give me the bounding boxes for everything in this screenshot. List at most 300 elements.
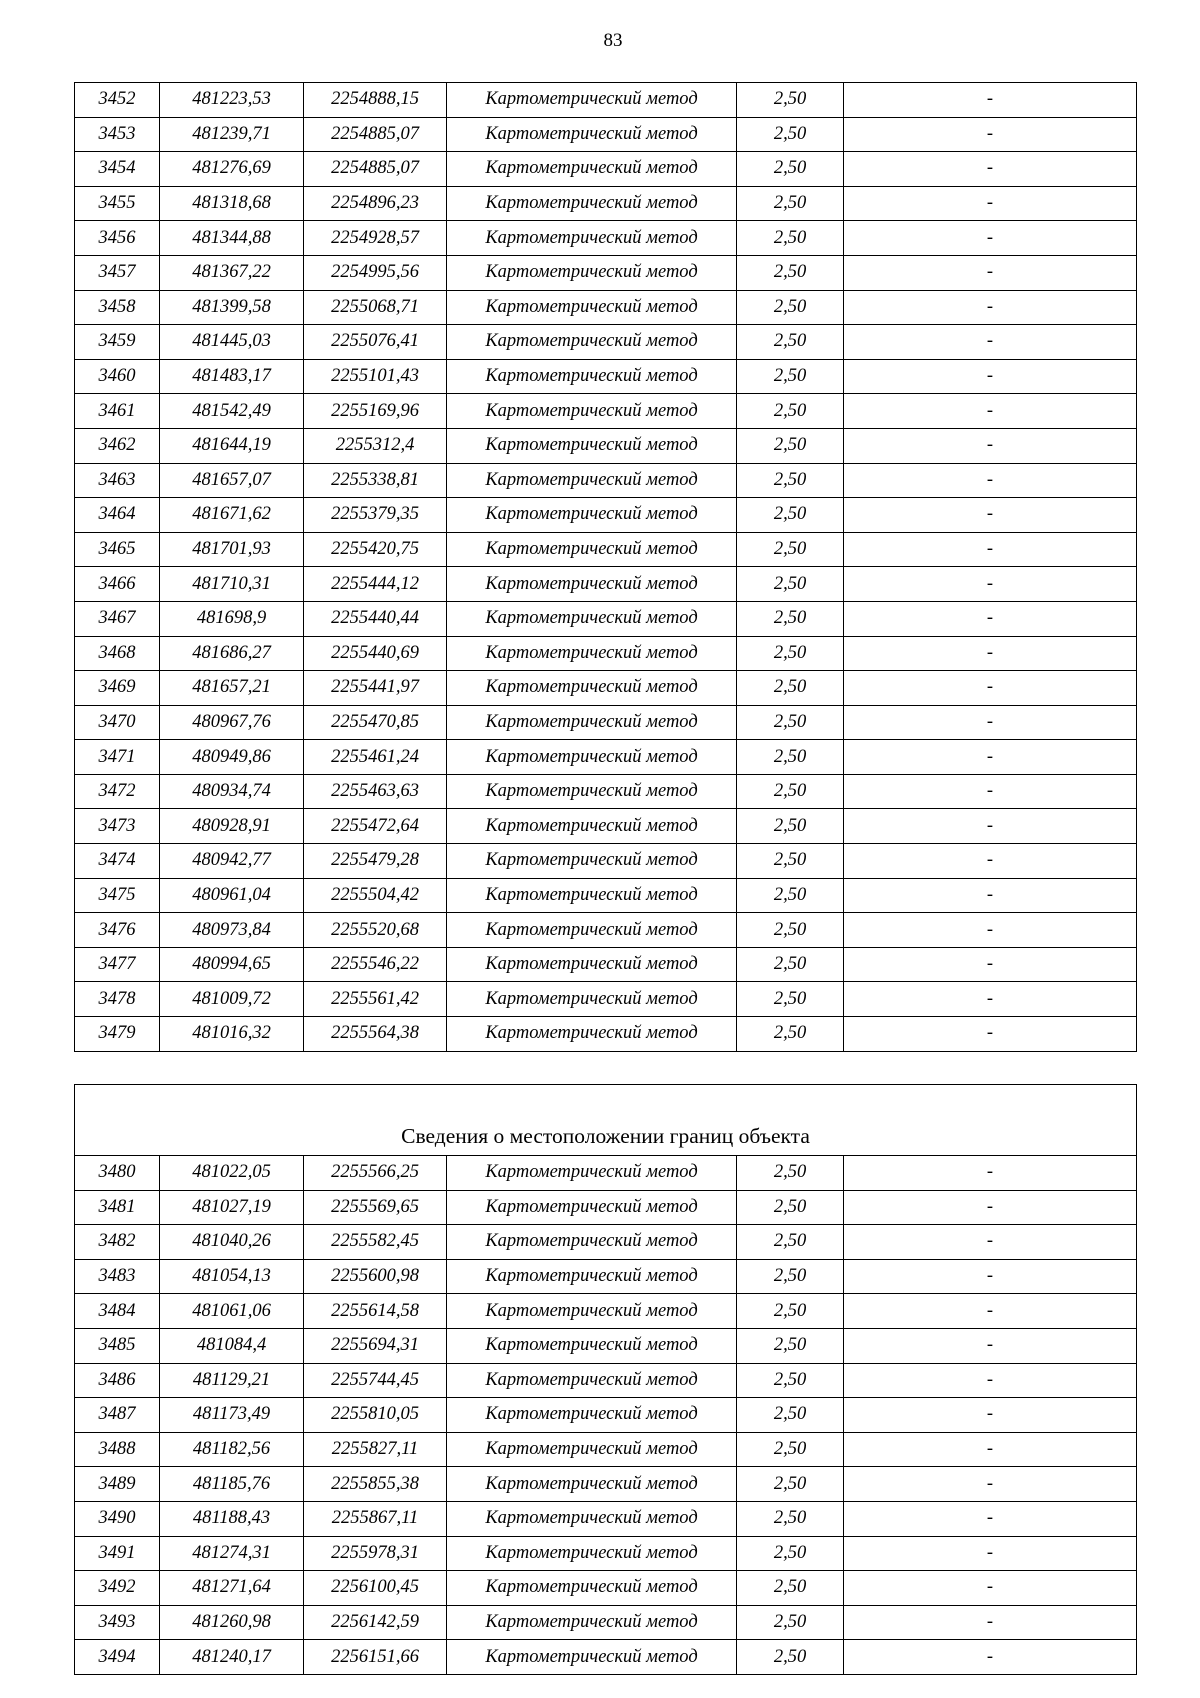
x-coordinate-cell: 481399,58 xyxy=(160,290,304,325)
description-cell: - xyxy=(844,1225,1137,1260)
y-coordinate-cell: 2254896,23 xyxy=(304,186,447,221)
x-coordinate-cell: 480942,77 xyxy=(160,844,304,879)
description-cell: - xyxy=(844,636,1137,671)
description-cell: - xyxy=(844,428,1137,463)
table-row xyxy=(75,532,1137,567)
accuracy-cell: 2,50 xyxy=(737,636,844,671)
y-coordinate-cell: 2255472,64 xyxy=(304,809,447,844)
point-number-cell: 3461 xyxy=(75,394,160,429)
description-cell: - xyxy=(844,809,1137,844)
x-coordinate-cell: 480973,84 xyxy=(160,913,304,948)
accuracy-cell: 2,50 xyxy=(737,1294,844,1329)
table-row xyxy=(75,705,1137,740)
description-cell: - xyxy=(844,498,1137,533)
point-number-cell: 3486 xyxy=(75,1363,160,1398)
y-coordinate-cell: 2255101,43 xyxy=(304,359,447,394)
description-cell: - xyxy=(844,325,1137,360)
accuracy-cell: 2,50 xyxy=(737,152,844,187)
table-row xyxy=(75,878,1137,913)
y-coordinate-cell: 2254995,56 xyxy=(304,255,447,290)
table-row xyxy=(75,290,1137,325)
point-number-cell: 3467 xyxy=(75,601,160,636)
point-number-cell: 3465 xyxy=(75,532,160,567)
accuracy-cell: 2,50 xyxy=(737,255,844,290)
description-cell: - xyxy=(844,740,1137,775)
y-coordinate-cell: 2255582,45 xyxy=(304,1225,447,1260)
description-cell: - xyxy=(844,671,1137,706)
accuracy-cell: 2,50 xyxy=(737,325,844,360)
method-cell: Картометрический метод xyxy=(447,1190,737,1225)
point-number-cell: 3460 xyxy=(75,359,160,394)
x-coordinate-cell: 481644,19 xyxy=(160,428,304,463)
point-number-cell: 3474 xyxy=(75,844,160,879)
y-coordinate-cell: 2255068,71 xyxy=(304,290,447,325)
description-cell: - xyxy=(844,290,1137,325)
x-coordinate-cell: 481016,32 xyxy=(160,1017,304,1052)
table-row xyxy=(75,186,1137,221)
point-number-cell: 3472 xyxy=(75,774,160,809)
y-coordinate-cell: 2255338,81 xyxy=(304,463,447,498)
description-cell: - xyxy=(844,152,1137,187)
table-row xyxy=(75,1225,1137,1260)
description-cell: - xyxy=(844,1190,1137,1225)
table-row xyxy=(75,152,1137,187)
description-cell: - xyxy=(844,1605,1137,1640)
x-coordinate-cell: 481188,43 xyxy=(160,1501,304,1536)
description-cell: - xyxy=(844,878,1137,913)
point-number-cell: 3477 xyxy=(75,947,160,982)
y-coordinate-cell: 2255855,38 xyxy=(304,1467,447,1502)
accuracy-cell: 2,50 xyxy=(737,567,844,602)
point-number-cell: 3454 xyxy=(75,152,160,187)
x-coordinate-cell: 481009,72 xyxy=(160,982,304,1017)
y-coordinate-cell: 2256151,66 xyxy=(304,1640,447,1675)
x-coordinate-cell: 481182,56 xyxy=(160,1432,304,1467)
accuracy-cell: 2,50 xyxy=(737,671,844,706)
x-coordinate-cell: 480949,86 xyxy=(160,740,304,775)
description-cell: - xyxy=(844,705,1137,740)
point-number-cell: 3493 xyxy=(75,1605,160,1640)
method-cell: Картометрический метод xyxy=(447,982,737,1017)
point-number-cell: 3487 xyxy=(75,1398,160,1433)
table-row xyxy=(75,394,1137,429)
method-cell: Картометрический метод xyxy=(447,705,737,740)
x-coordinate-cell: 481445,03 xyxy=(160,325,304,360)
y-coordinate-cell: 2255076,41 xyxy=(304,325,447,360)
method-cell: Картометрический метод xyxy=(447,740,737,775)
table-row xyxy=(75,1432,1137,1467)
y-coordinate-cell: 2255566,25 xyxy=(304,1156,447,1191)
accuracy-cell: 2,50 xyxy=(737,1259,844,1294)
accuracy-cell: 2,50 xyxy=(737,913,844,948)
table-row xyxy=(75,83,1137,118)
y-coordinate-cell: 2255569,65 xyxy=(304,1190,447,1225)
table-row xyxy=(75,1259,1137,1294)
point-number-cell: 3471 xyxy=(75,740,160,775)
point-number-cell: 3455 xyxy=(75,186,160,221)
method-cell: Картометрический метод xyxy=(447,1536,737,1571)
method-cell: Картометрический метод xyxy=(447,671,737,706)
y-coordinate-cell: 2254885,07 xyxy=(304,117,447,152)
method-cell: Картометрический метод xyxy=(447,255,737,290)
y-coordinate-cell: 2255420,75 xyxy=(304,532,447,567)
table-row xyxy=(75,809,1137,844)
description-cell: - xyxy=(844,532,1137,567)
accuracy-cell: 2,50 xyxy=(737,844,844,879)
table-row xyxy=(75,359,1137,394)
method-cell: Картометрический метод xyxy=(447,428,737,463)
y-coordinate-cell: 2255444,12 xyxy=(304,567,447,602)
x-coordinate-cell: 481022,05 xyxy=(160,1156,304,1191)
y-coordinate-cell: 2255561,42 xyxy=(304,982,447,1017)
y-coordinate-cell: 2255169,96 xyxy=(304,394,447,429)
method-cell: Картометрический метод xyxy=(447,325,737,360)
accuracy-cell: 2,50 xyxy=(737,359,844,394)
x-coordinate-cell: 481318,68 xyxy=(160,186,304,221)
description-cell: - xyxy=(844,1156,1137,1191)
accuracy-cell: 2,50 xyxy=(737,290,844,325)
point-number-cell: 3488 xyxy=(75,1432,160,1467)
x-coordinate-cell: 481671,62 xyxy=(160,498,304,533)
x-coordinate-cell: 481129,21 xyxy=(160,1363,304,1398)
table-row xyxy=(75,1605,1137,1640)
point-number-cell: 3463 xyxy=(75,463,160,498)
section-caption-row xyxy=(75,1085,1137,1156)
accuracy-cell: 2,50 xyxy=(737,83,844,118)
method-cell: Картометрический метод xyxy=(447,117,737,152)
method-cell: Картометрический метод xyxy=(447,1294,737,1329)
accuracy-cell: 2,50 xyxy=(737,1156,844,1191)
point-number-cell: 3475 xyxy=(75,878,160,913)
description-cell: - xyxy=(844,1571,1137,1606)
table-row xyxy=(75,601,1137,636)
point-number-cell: 3478 xyxy=(75,982,160,1017)
method-cell: Картометрический метод xyxy=(447,1640,737,1675)
method-cell: Картометрический метод xyxy=(447,221,737,256)
point-number-cell: 3458 xyxy=(75,290,160,325)
description-cell: - xyxy=(844,1501,1137,1536)
point-number-cell: 3473 xyxy=(75,809,160,844)
accuracy-cell: 2,50 xyxy=(737,1571,844,1606)
table-row xyxy=(75,774,1137,809)
point-number-cell: 3456 xyxy=(75,221,160,256)
point-number-cell: 3491 xyxy=(75,1536,160,1571)
table-row xyxy=(75,498,1137,533)
table-row xyxy=(75,636,1137,671)
description-cell: - xyxy=(844,1017,1137,1052)
table-row xyxy=(75,740,1137,775)
description-cell: - xyxy=(844,1328,1137,1363)
description-cell: - xyxy=(844,774,1137,809)
method-cell: Картометрический метод xyxy=(447,83,737,118)
description-cell: - xyxy=(844,1432,1137,1467)
accuracy-cell: 2,50 xyxy=(737,740,844,775)
y-coordinate-cell: 2255694,31 xyxy=(304,1328,447,1363)
point-number-cell: 3459 xyxy=(75,325,160,360)
description-cell: - xyxy=(844,117,1137,152)
method-cell: Картометрический метод xyxy=(447,290,737,325)
x-coordinate-cell: 481040,26 xyxy=(160,1225,304,1260)
x-coordinate-cell: 481240,17 xyxy=(160,1640,304,1675)
description-cell: - xyxy=(844,1363,1137,1398)
point-number-cell: 3479 xyxy=(75,1017,160,1052)
y-coordinate-cell: 2255463,63 xyxy=(304,774,447,809)
description-cell: - xyxy=(844,463,1137,498)
table-row xyxy=(75,913,1137,948)
method-cell: Картометрический метод xyxy=(447,186,737,221)
point-number-cell: 3462 xyxy=(75,428,160,463)
accuracy-cell: 2,50 xyxy=(737,878,844,913)
table-row xyxy=(75,1571,1137,1606)
accuracy-cell: 2,50 xyxy=(737,394,844,429)
accuracy-cell: 2,50 xyxy=(737,1501,844,1536)
point-number-cell: 3483 xyxy=(75,1259,160,1294)
table-row xyxy=(75,463,1137,498)
table-row xyxy=(75,1190,1137,1225)
x-coordinate-cell: 481185,76 xyxy=(160,1467,304,1502)
method-cell: Картометрический метод xyxy=(447,359,737,394)
table-row xyxy=(75,1398,1137,1433)
x-coordinate-cell: 481061,06 xyxy=(160,1294,304,1329)
description-cell: - xyxy=(844,186,1137,221)
accuracy-cell: 2,50 xyxy=(737,498,844,533)
table-row xyxy=(75,1467,1137,1502)
description-cell: - xyxy=(844,982,1137,1017)
y-coordinate-cell: 2254885,07 xyxy=(304,152,447,187)
y-coordinate-cell: 2254888,15 xyxy=(304,83,447,118)
table-row xyxy=(75,325,1137,360)
point-number-cell: 3490 xyxy=(75,1501,160,1536)
table-row xyxy=(75,567,1137,602)
accuracy-cell: 2,50 xyxy=(737,809,844,844)
description-cell: - xyxy=(844,567,1137,602)
table-row xyxy=(75,1328,1137,1363)
accuracy-cell: 2,50 xyxy=(737,428,844,463)
y-coordinate-cell: 2255867,11 xyxy=(304,1501,447,1536)
description-cell: - xyxy=(844,394,1137,429)
table-row xyxy=(75,221,1137,256)
description-cell: - xyxy=(844,83,1137,118)
point-number-cell: 3494 xyxy=(75,1640,160,1675)
coordinates-table-1 xyxy=(74,82,1137,1052)
y-coordinate-cell: 2255744,45 xyxy=(304,1363,447,1398)
point-number-cell: 3457 xyxy=(75,255,160,290)
y-coordinate-cell: 2255520,68 xyxy=(304,913,447,948)
accuracy-cell: 2,50 xyxy=(737,1190,844,1225)
point-number-cell: 3484 xyxy=(75,1294,160,1329)
x-coordinate-cell: 480928,91 xyxy=(160,809,304,844)
accuracy-cell: 2,50 xyxy=(737,705,844,740)
y-coordinate-cell: 2255546,22 xyxy=(304,947,447,982)
y-coordinate-cell: 2255461,24 xyxy=(304,740,447,775)
x-coordinate-cell: 481367,22 xyxy=(160,255,304,290)
point-number-cell: 3453 xyxy=(75,117,160,152)
method-cell: Картометрический метод xyxy=(447,532,737,567)
method-cell: Картометрический метод xyxy=(447,844,737,879)
x-coordinate-cell: 481173,49 xyxy=(160,1398,304,1433)
method-cell: Картометрический метод xyxy=(447,947,737,982)
y-coordinate-cell: 2255441,97 xyxy=(304,671,447,706)
accuracy-cell: 2,50 xyxy=(737,1536,844,1571)
x-coordinate-cell: 481657,07 xyxy=(160,463,304,498)
method-cell: Картометрический метод xyxy=(447,774,737,809)
point-number-cell: 3482 xyxy=(75,1225,160,1260)
section-caption: Сведения о местоположении границ объекта xyxy=(75,1085,1137,1156)
description-cell: - xyxy=(844,1640,1137,1675)
method-cell: Картометрический метод xyxy=(447,878,737,913)
accuracy-cell: 2,50 xyxy=(737,463,844,498)
y-coordinate-cell: 2255379,35 xyxy=(304,498,447,533)
x-coordinate-cell: 481483,17 xyxy=(160,359,304,394)
y-coordinate-cell: 2255479,28 xyxy=(304,844,447,879)
accuracy-cell: 2,50 xyxy=(737,532,844,567)
coordinates-table-2 xyxy=(74,1084,1137,1675)
page-number: 83 xyxy=(603,30,623,51)
x-coordinate-cell: 481657,21 xyxy=(160,671,304,706)
description-cell: - xyxy=(844,221,1137,256)
table-row xyxy=(75,1501,1137,1536)
y-coordinate-cell: 2255810,05 xyxy=(304,1398,447,1433)
method-cell: Картометрический метод xyxy=(447,601,737,636)
y-coordinate-cell: 2255978,31 xyxy=(304,1536,447,1571)
method-cell: Картометрический метод xyxy=(447,152,737,187)
method-cell: Картометрический метод xyxy=(447,1328,737,1363)
description-cell: - xyxy=(844,1294,1137,1329)
method-cell: Картометрический метод xyxy=(447,1225,737,1260)
y-coordinate-cell: 2255600,98 xyxy=(304,1259,447,1294)
accuracy-cell: 2,50 xyxy=(737,186,844,221)
x-coordinate-cell: 481054,13 xyxy=(160,1259,304,1294)
table-row xyxy=(75,1640,1137,1675)
description-cell: - xyxy=(844,359,1137,394)
point-number-cell: 3481 xyxy=(75,1190,160,1225)
y-coordinate-cell: 2255440,44 xyxy=(304,601,447,636)
method-cell: Картометрический метод xyxy=(447,1259,737,1294)
accuracy-cell: 2,50 xyxy=(737,1017,844,1052)
accuracy-cell: 2,50 xyxy=(737,774,844,809)
accuracy-cell: 2,50 xyxy=(737,1328,844,1363)
table-row xyxy=(75,1363,1137,1398)
description-cell: - xyxy=(844,1259,1137,1294)
description-cell: - xyxy=(844,1536,1137,1571)
accuracy-cell: 2,50 xyxy=(737,947,844,982)
accuracy-cell: 2,50 xyxy=(737,1398,844,1433)
description-cell: - xyxy=(844,601,1137,636)
accuracy-cell: 2,50 xyxy=(737,221,844,256)
point-number-cell: 3468 xyxy=(75,636,160,671)
table-row xyxy=(75,671,1137,706)
y-coordinate-cell: 2255440,69 xyxy=(304,636,447,671)
x-coordinate-cell: 481271,64 xyxy=(160,1571,304,1606)
x-coordinate-cell: 481698,9 xyxy=(160,601,304,636)
description-cell: - xyxy=(844,913,1137,948)
x-coordinate-cell: 480961,04 xyxy=(160,878,304,913)
x-coordinate-cell: 481084,4 xyxy=(160,1328,304,1363)
method-cell: Картометрический метод xyxy=(447,1467,737,1502)
method-cell: Картометрический метод xyxy=(447,463,737,498)
accuracy-cell: 2,50 xyxy=(737,1225,844,1260)
accuracy-cell: 2,50 xyxy=(737,1640,844,1675)
accuracy-cell: 2,50 xyxy=(737,982,844,1017)
method-cell: Картометрический метод xyxy=(447,394,737,429)
y-coordinate-cell: 2255827,11 xyxy=(304,1432,447,1467)
table-row xyxy=(75,947,1137,982)
table-row xyxy=(75,117,1137,152)
method-cell: Картометрический метод xyxy=(447,1432,737,1467)
point-number-cell: 3469 xyxy=(75,671,160,706)
method-cell: Картометрический метод xyxy=(447,1017,737,1052)
x-coordinate-cell: 481274,31 xyxy=(160,1536,304,1571)
accuracy-cell: 2,50 xyxy=(737,1467,844,1502)
method-cell: Картометрический метод xyxy=(447,913,737,948)
point-number-cell: 3466 xyxy=(75,567,160,602)
point-number-cell: 3489 xyxy=(75,1467,160,1502)
table-row xyxy=(75,1156,1137,1191)
table-row xyxy=(75,982,1137,1017)
table-row xyxy=(75,1536,1137,1571)
point-number-cell: 3480 xyxy=(75,1156,160,1191)
method-cell: Картометрический метод xyxy=(447,1501,737,1536)
method-cell: Картометрический метод xyxy=(447,498,737,533)
method-cell: Картометрический метод xyxy=(447,809,737,844)
point-number-cell: 3452 xyxy=(75,83,160,118)
table-row xyxy=(75,844,1137,879)
x-coordinate-cell: 480994,65 xyxy=(160,947,304,982)
x-coordinate-cell: 481686,27 xyxy=(160,636,304,671)
x-coordinate-cell: 480934,74 xyxy=(160,774,304,809)
description-cell: - xyxy=(844,844,1137,879)
x-coordinate-cell: 480967,76 xyxy=(160,705,304,740)
x-coordinate-cell: 481223,53 xyxy=(160,83,304,118)
x-coordinate-cell: 481701,93 xyxy=(160,532,304,567)
accuracy-cell: 2,50 xyxy=(737,1605,844,1640)
method-cell: Картометрический метод xyxy=(447,636,737,671)
y-coordinate-cell: 2256100,45 xyxy=(304,1571,447,1606)
method-cell: Картометрический метод xyxy=(447,1605,737,1640)
x-coordinate-cell: 481344,88 xyxy=(160,221,304,256)
y-coordinate-cell: 2255470,85 xyxy=(304,705,447,740)
method-cell: Картометрический метод xyxy=(447,1156,737,1191)
point-number-cell: 3492 xyxy=(75,1571,160,1606)
method-cell: Картометрический метод xyxy=(447,1571,737,1606)
table-row xyxy=(75,1017,1137,1052)
table-row xyxy=(75,428,1137,463)
accuracy-cell: 2,50 xyxy=(737,1363,844,1398)
description-cell: - xyxy=(844,255,1137,290)
description-cell: - xyxy=(844,1467,1137,1502)
point-number-cell: 3470 xyxy=(75,705,160,740)
point-number-cell: 3464 xyxy=(75,498,160,533)
method-cell: Картометрический метод xyxy=(447,567,737,602)
method-cell: Картометрический метод xyxy=(447,1398,737,1433)
y-coordinate-cell: 2255504,42 xyxy=(304,878,447,913)
x-coordinate-cell: 481276,69 xyxy=(160,152,304,187)
y-coordinate-cell: 2256142,59 xyxy=(304,1605,447,1640)
y-coordinate-cell: 2255564,38 xyxy=(304,1017,447,1052)
x-coordinate-cell: 481542,49 xyxy=(160,394,304,429)
y-coordinate-cell: 2255614,58 xyxy=(304,1294,447,1329)
point-number-cell: 3485 xyxy=(75,1328,160,1363)
description-cell: - xyxy=(844,1398,1137,1433)
point-number-cell: 3476 xyxy=(75,913,160,948)
y-coordinate-cell: 2254928,57 xyxy=(304,221,447,256)
x-coordinate-cell: 481710,31 xyxy=(160,567,304,602)
x-coordinate-cell: 481239,71 xyxy=(160,117,304,152)
accuracy-cell: 2,50 xyxy=(737,601,844,636)
method-cell: Картометрический метод xyxy=(447,1363,737,1398)
description-cell: - xyxy=(844,947,1137,982)
x-coordinate-cell: 481260,98 xyxy=(160,1605,304,1640)
